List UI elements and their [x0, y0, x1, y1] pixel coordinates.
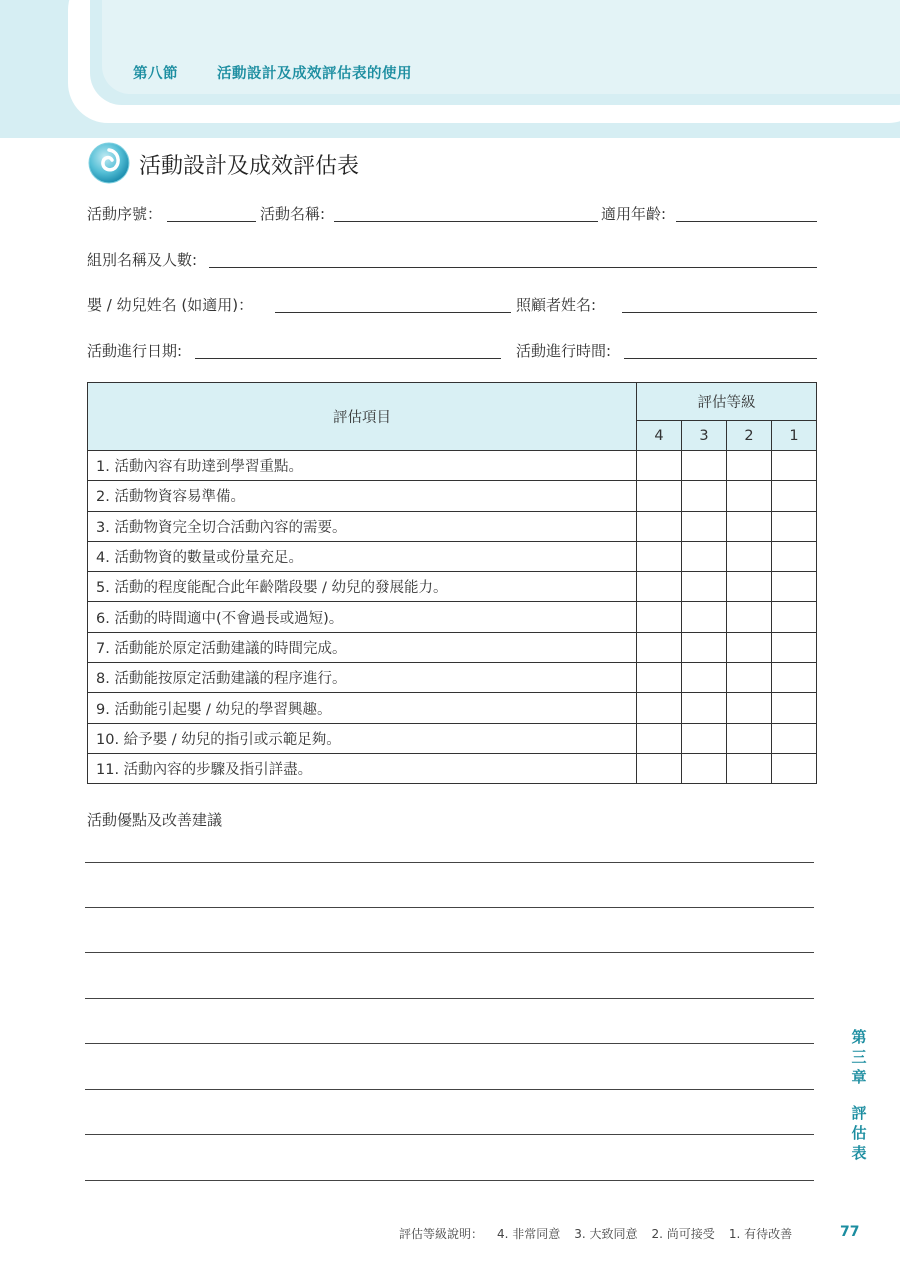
caregiver-label: 照顧者姓名:	[516, 296, 597, 314]
grade-3-cell[interactable]	[682, 663, 727, 693]
grade-4-header: 4	[637, 421, 682, 451]
table-row	[88, 663, 817, 693]
grade-1-cell[interactable]	[772, 541, 817, 571]
item-text: 11. 活動內容的步驟及指引詳盡。	[88, 753, 637, 783]
item-text: 10. 給予嬰 / 幼兒的指引或示範足夠。	[88, 723, 637, 753]
grade-3-header: 3	[682, 421, 727, 451]
chapter-name-char: 表	[851, 1144, 867, 1162]
comment-line[interactable]	[85, 1180, 814, 1181]
chapter-side-tab	[850, 1027, 868, 1163]
grade-1-cell[interactable]	[772, 693, 817, 723]
grade-4-cell[interactable]	[637, 663, 682, 693]
grade-2-cell[interactable]	[727, 541, 772, 571]
chapter-name-char: 評	[851, 1104, 867, 1122]
grade-1-cell[interactable]	[772, 632, 817, 662]
comment-line[interactable]	[85, 907, 814, 908]
evaluation-table	[87, 382, 817, 784]
item-text: 2. 活動物資容易準備。	[88, 481, 637, 511]
grade-4-cell[interactable]	[637, 602, 682, 632]
grade-1-cell[interactable]	[772, 572, 817, 602]
child-name-label: 嬰 / 幼兒姓名 (如適用)：	[87, 296, 254, 314]
table-row	[88, 693, 817, 723]
table-row	[88, 753, 817, 783]
grade-3-cell[interactable]	[682, 511, 727, 541]
comment-line[interactable]	[85, 998, 814, 999]
chapter-char: 第	[851, 1028, 867, 1046]
comments-label: 活動優點及改善建議	[87, 811, 223, 829]
grade-2-cell[interactable]	[727, 663, 772, 693]
item-text: 1. 活動內容有助達到學習重點。	[88, 451, 637, 481]
table-row	[88, 632, 817, 662]
child-name-field[interactable]	[275, 312, 511, 313]
grade-2-cell[interactable]	[727, 753, 772, 783]
chapter-char: 章	[851, 1068, 867, 1086]
grade-header: 評估等級	[637, 383, 817, 421]
grade-1-cell[interactable]	[772, 451, 817, 481]
comment-line[interactable]	[85, 1134, 814, 1135]
grade-2-cell[interactable]	[727, 632, 772, 662]
grade-3-cell[interactable]	[682, 451, 727, 481]
age-field[interactable]	[676, 221, 817, 222]
table-row	[88, 602, 817, 632]
grade-2-cell[interactable]	[727, 572, 772, 602]
grade-4-cell[interactable]	[637, 541, 682, 571]
chapter-char: 三	[851, 1048, 867, 1066]
date-field[interactable]	[195, 358, 501, 359]
item-text: 9. 活動能引起嬰 / 幼兒的學習興趣。	[88, 693, 637, 723]
legend-item: 4. 非常同意	[497, 1227, 561, 1241]
caregiver-field[interactable]	[622, 312, 817, 313]
comment-line[interactable]	[85, 952, 814, 953]
grade-4-cell[interactable]	[637, 511, 682, 541]
swirl-bullet-icon	[88, 142, 130, 184]
grade-2-cell[interactable]	[727, 602, 772, 632]
activity-name-field[interactable]	[334, 221, 598, 222]
section-title: 活動設計及成效評估表的使用	[217, 66, 412, 82]
grade-4-cell[interactable]	[637, 632, 682, 662]
grade-1-header: 1	[772, 421, 817, 451]
grade-1-cell[interactable]	[772, 753, 817, 783]
grade-4-cell[interactable]	[637, 451, 682, 481]
item-text: 8. 活動能按原定活動建議的程序進行。	[88, 663, 637, 693]
grade-4-cell[interactable]	[637, 693, 682, 723]
table-row	[88, 481, 817, 511]
grade-4-cell[interactable]	[637, 723, 682, 753]
group-field[interactable]	[209, 267, 817, 268]
grade-2-cell[interactable]	[727, 693, 772, 723]
table-row	[88, 572, 817, 602]
grade-3-cell[interactable]	[682, 723, 727, 753]
item-header: 評估項目	[88, 383, 637, 451]
table-row	[88, 451, 817, 481]
item-text: 3. 活動物資完全切合活動內容的需要。	[88, 511, 637, 541]
item-text: 7. 活動能於原定活動建議的時間完成。	[88, 632, 637, 662]
date-label: 活動進行日期:	[87, 342, 183, 360]
legend-item: 3. 大致同意	[574, 1227, 638, 1241]
section-label: 第八節	[133, 66, 178, 82]
grade-1-cell[interactable]	[772, 602, 817, 632]
form-title: 活動設計及成效評估表	[139, 154, 360, 179]
group-label: 組別名稱及人數:	[87, 251, 198, 269]
grade-3-cell[interactable]	[682, 572, 727, 602]
legend-item: 1. 有待改善	[728, 1227, 793, 1241]
page-number: 77	[840, 1224, 860, 1240]
grade-4-cell[interactable]	[637, 572, 682, 602]
grade-2-cell[interactable]	[727, 723, 772, 753]
grade-3-cell[interactable]	[682, 753, 727, 783]
item-text: 5. 活動的程度能配合此年齡階段嬰 / 幼兒的發展能力。	[88, 572, 637, 602]
grade-3-cell[interactable]	[682, 541, 727, 571]
time-label: 活動進行時間:	[516, 342, 612, 360]
table-row	[88, 541, 817, 571]
activity-no-field[interactable]	[167, 221, 256, 222]
chapter-name-char: 估	[851, 1124, 867, 1142]
grade-3-cell[interactable]	[682, 693, 727, 723]
grade-1-cell[interactable]	[772, 723, 817, 753]
grade-4-cell[interactable]	[637, 481, 682, 511]
grade-1-cell[interactable]	[772, 481, 817, 511]
comment-line[interactable]	[85, 1043, 814, 1044]
grade-1-cell[interactable]	[772, 663, 817, 693]
grade-2-header: 2	[727, 421, 772, 451]
comment-line[interactable]	[85, 862, 814, 863]
grade-2-cell[interactable]	[727, 511, 772, 541]
grade-4-cell[interactable]	[637, 753, 682, 783]
item-text: 6. 活動的時間適中(不會過長或過短)。	[88, 602, 637, 632]
grade-3-cell[interactable]	[682, 632, 727, 662]
legend-title: 評估等級說明：	[399, 1227, 484, 1241]
age-label: 適用年齡:	[601, 205, 667, 223]
grade-3-cell[interactable]	[682, 481, 727, 511]
legend-item: 2. 尚可接受	[651, 1227, 715, 1241]
grade-2-cell[interactable]	[727, 451, 772, 481]
grade-3-cell[interactable]	[682, 602, 727, 632]
table-row	[88, 723, 817, 753]
item-text: 4. 活動物資的數量或份量充足。	[88, 541, 637, 571]
grade-1-cell[interactable]	[772, 511, 817, 541]
grade-legend	[399, 1225, 806, 1242]
grade-2-cell[interactable]	[727, 481, 772, 511]
activity-no-label: 活動序號：	[87, 205, 163, 223]
table-row	[88, 511, 817, 541]
activity-name-label: 活動名稱:	[260, 205, 326, 223]
comment-line[interactable]	[85, 1089, 814, 1090]
time-field[interactable]	[624, 358, 817, 359]
